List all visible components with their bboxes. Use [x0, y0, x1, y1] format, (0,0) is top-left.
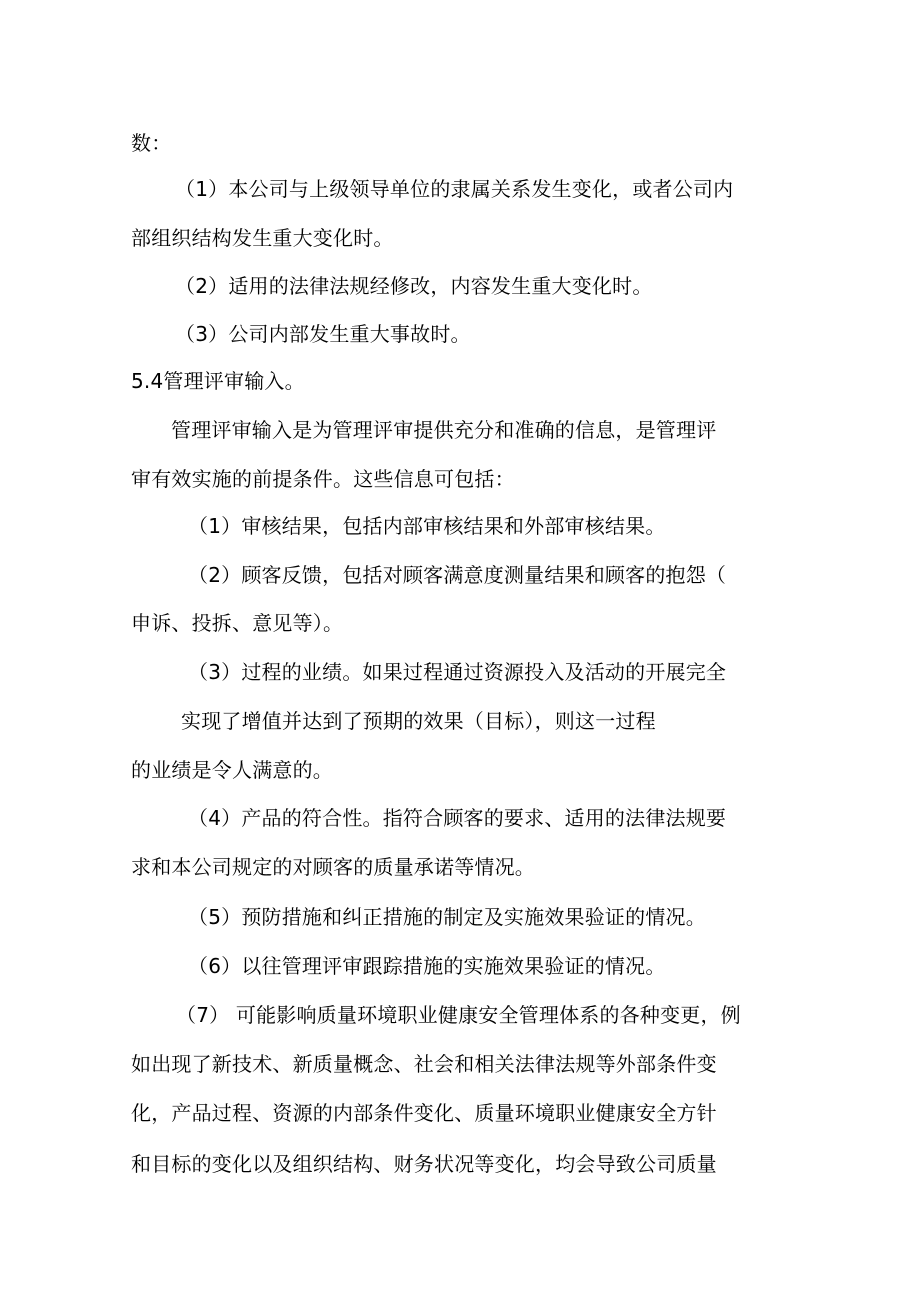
text-line: （6）以往管理评审跟踪措施的实施效果验证的情况。: [188, 954, 666, 978]
text-line: 的业绩是令人满意的。: [131, 758, 333, 782]
text-line: （7） 可能影响质量环境职业健康安全管理体系的各种变更，例: [176, 1003, 741, 1027]
text-line: 化，产品过程、资源的内部条件变化、质量环境职业健康安全方针: [131, 1101, 717, 1125]
text-line: （1）审核结果，包括内部审核结果和外部审核结果。: [188, 514, 666, 538]
text-line: 申诉、投拆、意见等）。: [131, 611, 344, 635]
text-line: （2）顾客反馈，包括对顾客满意度测量结果和顾客的抱怨（: [188, 563, 727, 587]
text-line: （4）产品的符合性。指符合顾客的要求、适用的法律法规要: [188, 806, 727, 830]
text-line: 部组织结构发生重大变化时。: [131, 226, 394, 250]
text-line: （3）过程的业绩。如果过程通过资源投入及活动的开展完全: [188, 660, 727, 684]
text-line: 求和本公司规定的对顾客的质量承诺等情况。: [131, 855, 535, 879]
text-line: （3）公司内部发生重大事故时。: [175, 322, 471, 346]
section-heading: 5.4管理评审输入。: [131, 369, 305, 393]
text-line: 管理评审输入是为管理评审提供充分和准确的信息，是管理评: [171, 418, 717, 442]
text-line: 数：: [131, 131, 172, 155]
text-line: 如出现了新技术、新质量概念、社会和相关法律法规等外部条件变: [131, 1052, 717, 1076]
text-line: 实现了增值并达到了预期的效果（目标），则这一过程: [181, 709, 656, 733]
text-line: （2）适用的法律法规经修改，内容发生重大变化时。: [175, 274, 653, 298]
text-line: （1）本公司与上级领导单位的隶属关系发生变化，或者公司内: [175, 177, 734, 201]
text-line: （5）预防措施和纠正措施的制定及实施效果验证的情况。: [188, 905, 706, 929]
text-line: 审有效实施的前提条件。这些信息可包括：: [131, 467, 515, 491]
text-line: 和目标的变化以及组织结构、财务状况等变化，均会导致公司质量: [131, 1152, 717, 1176]
